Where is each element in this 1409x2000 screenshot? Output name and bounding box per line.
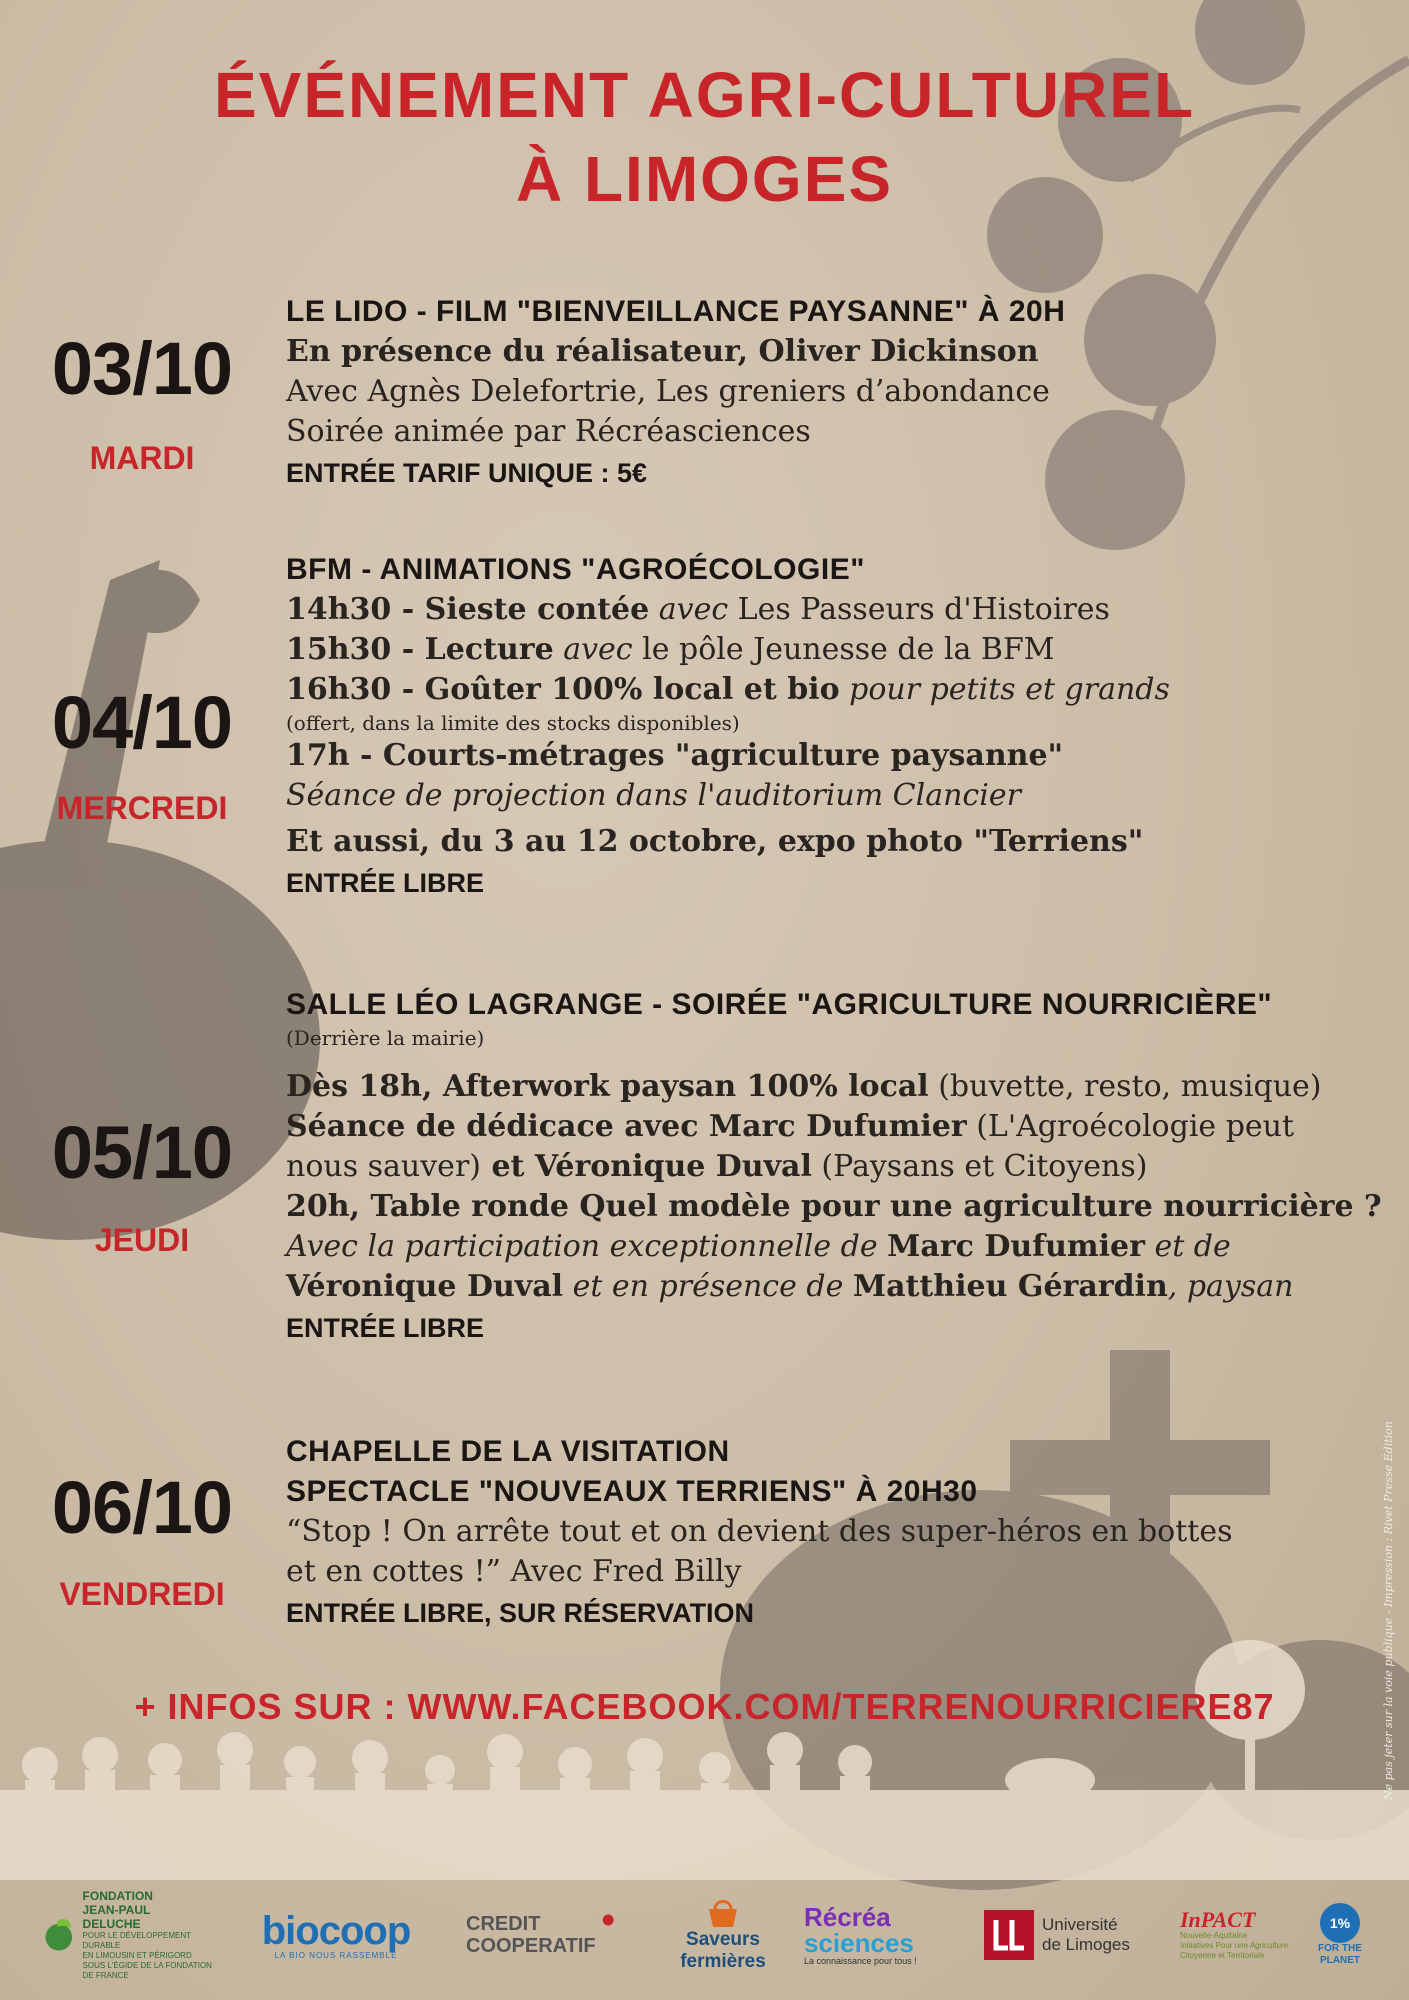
event-with: Avec Agnès Delefortrie, Les greniers d’abondance — [286, 374, 1050, 409]
logo-inpact: InPACT Nouvelle-Aquitaine Initiatives Pour une Agriculture Citoyenne et Territoriale — [1180, 1907, 1289, 1960]
event-entry: ENTRÉE LIBRE — [286, 868, 485, 898]
logo-saveurs-fermieres: Saveurs fermières — [668, 1880, 778, 1990]
event-headline-2: SPECTACLE "NOUVEAUX TERRIENS" À 20H30 — [286, 1475, 978, 1508]
event-signing-cont: nous sauver) et Véronique Duval (Paysans et Citoyens) — [286, 1149, 1148, 1184]
university-icon — [984, 1910, 1034, 1960]
event-afterwork: Dès 18h, Afterwork paysan 100% local (buvette, resto, musique) — [286, 1069, 1322, 1104]
leaf-icon — [44, 1910, 77, 1960]
event-date: 03/10 — [51, 327, 233, 410]
event-quote: “Stop ! On arrête tout et on devient des super-héros en bottes — [286, 1514, 1233, 1549]
logo-fondation-deluche: FONDATION JEAN-PAUL DELUCHE POUR LE DÉVELOPPEMENT DURABLE EN LIMOUSIN ET PÉRIGORD SOUS L'ÉGIDE DE LA FONDATION DE FRANCE — [44, 1880, 214, 1990]
event-day: MERCREDI — [56, 790, 228, 826]
event-roundtable: 20h, Table ronde Quel modèle pour une agriculture nourricière ? — [286, 1189, 1382, 1224]
logo-recreasciences: Récréa sciences La connaissance pour tous ! — [804, 1902, 917, 1966]
event-day: VENDREDI — [59, 1576, 225, 1612]
event-location-note: (Derrière la mairie) — [286, 1026, 485, 1050]
event-headline: BFM - ANIMATIONS "AGROÉCOLOGIE" — [286, 553, 865, 586]
event-entry: ENTRÉE LIBRE, SUR RÉSERVATION — [286, 1598, 755, 1628]
event-films: 17h - Courts-métrages "agriculture paysanne" — [286, 738, 1064, 773]
event-host: Soirée animée par Récréasciences — [286, 414, 811, 449]
star-icon — [600, 1905, 616, 1935]
event-block — [286, 292, 1346, 494]
logo-one-percent-planet: 1% FOR THE PLANET — [1310, 1880, 1370, 1990]
event-day: MARDI — [89, 440, 195, 476]
event-item: 15h30 - Lecture avec le pôle Jeunesse de la BFM — [286, 632, 1055, 667]
infos-link[interactable]: + INFOS SUR : WWW.FACEBOOK.COM/TERRENOURRICIERE87 — [134, 1686, 1275, 1727]
event-block — [286, 1432, 1346, 1634]
event-quote-cont: et en cottes !” Avec Fred Billy — [286, 1554, 742, 1589]
basket-icon — [703, 1897, 743, 1929]
event-date: 05/10 — [51, 1111, 233, 1194]
logo-universite-limoges: Université de Limoges — [984, 1880, 1164, 1990]
event-participation: Avec la participation exceptionnelle de Marc Dufumier et de — [286, 1229, 1231, 1264]
event-signing: Séance de dédicace avec Marc Dufumier (L'Agroécologie peut — [286, 1109, 1295, 1144]
event-item: 14h30 - Sieste contée avec Les Passeurs d'Histoires — [286, 592, 1110, 627]
event-expo: Et aussi, du 3 au 12 octobre, expo photo "Terriens" — [286, 824, 1144, 859]
event-entry: ENTRÉE TARIF UNIQUE : 5€ — [286, 458, 648, 488]
event-date: 06/10 — [51, 1466, 233, 1549]
event-date: 04/10 — [51, 681, 233, 764]
event-block — [286, 985, 1382, 1349]
event-note: (offert, dans la limite des stocks disponibles) — [286, 711, 740, 735]
logo-credit-cooperatif: CREDIT COOPERATIF — [466, 1880, 616, 1990]
event-headline: CHAPELLE DE LA VISITATION — [286, 1435, 730, 1468]
poster-title-line1: ÉVÉNEMENT AGRI-CULTUREL — [213, 59, 1196, 131]
event-block — [286, 550, 1346, 904]
poster-title-line2: À LIMOGES — [515, 143, 894, 215]
event-participation-cont: Véronique Duval et en présence de Matthieu Gérardin, paysan — [286, 1269, 1294, 1304]
event-headline: SALLE LÉO LAGRANGE - SOIRÉE "AGRICULTURE NOURRICIÈRE" — [286, 988, 1273, 1021]
event-films-detail: Séance de projection dans l'auditorium Clancier — [286, 778, 1021, 813]
printer-notice: Ne pas jeter sur la voie publique - Impression : Rivet Presse Édition — [1382, 1421, 1395, 1800]
event-day: JEUDI — [94, 1222, 190, 1258]
event-item: 16h30 - Goûter 100% local et bio pour petits et grands — [286, 672, 1170, 707]
event-guest: En présence du réalisateur, Oliver Dickinson — [286, 334, 1039, 369]
logo-biocoop: biocoop LA BIO NOUS RASSEMBLE — [261, 1908, 411, 1960]
event-entry: ENTRÉE LIBRE — [286, 1313, 485, 1343]
event-headline: LE LIDO - FILM "BIENVEILLANCE PAYSANNE" À 20H — [286, 295, 1066, 328]
partner-logos — [0, 1880, 1409, 1990]
